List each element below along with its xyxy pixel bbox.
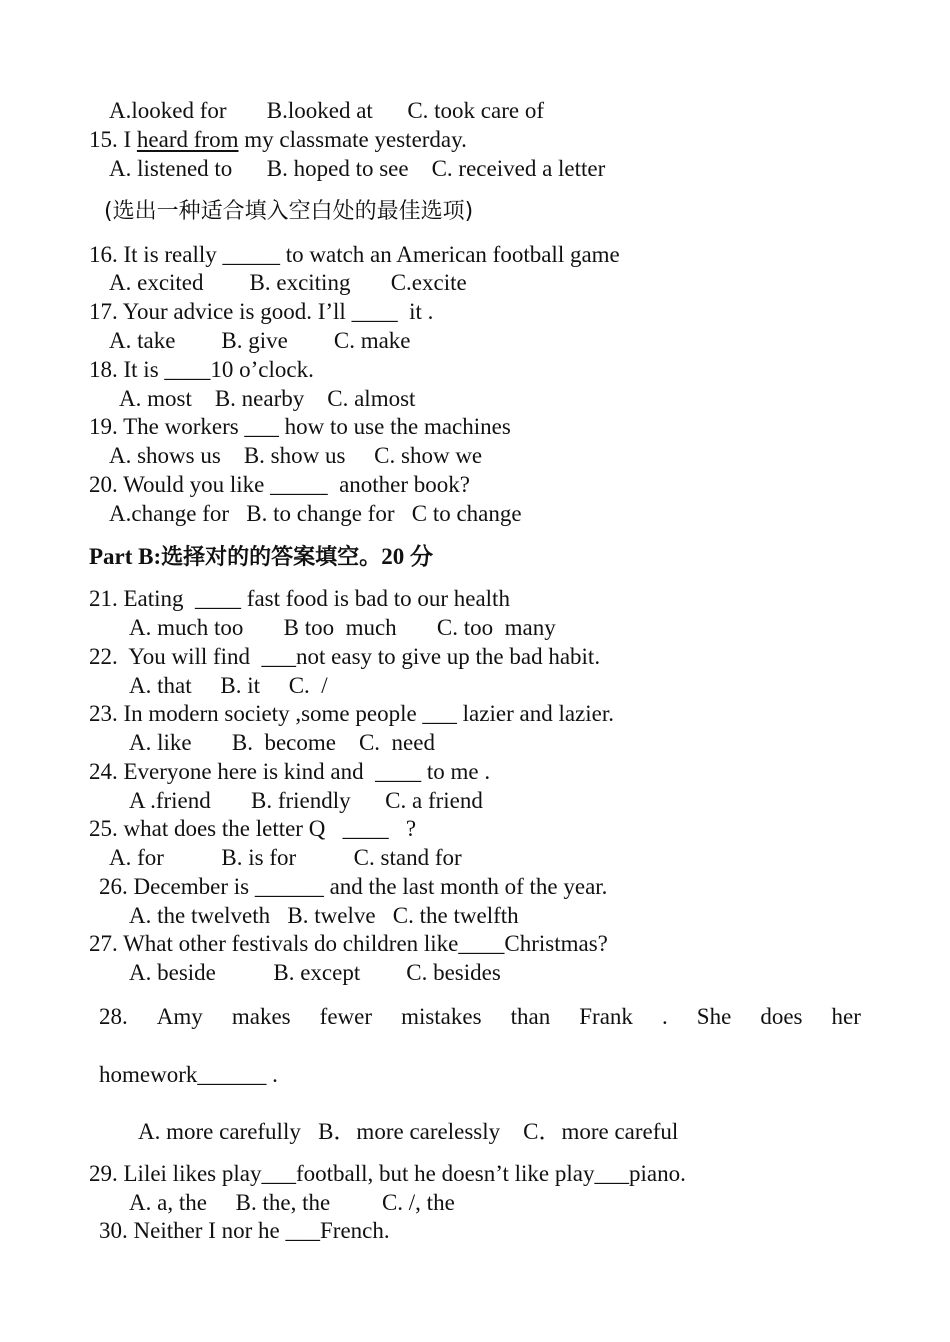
q28-word: 28. bbox=[99, 1004, 128, 1029]
question-28-options: A. more carefully B．more carelessly C．more careful bbox=[138, 1119, 679, 1144]
question-24-stem: 24. Everyone here is kind and ____ to me . bbox=[89, 759, 491, 784]
question-28-stem-line2: homework______ . bbox=[99, 1062, 278, 1087]
question-24-options: A .friend B. friendly C. a friend bbox=[129, 788, 483, 813]
q28-word: makes bbox=[231, 1004, 291, 1029]
question-14-options: A.looked for B.looked at C. took care of bbox=[109, 98, 544, 123]
q28-word: mistakes bbox=[401, 1004, 482, 1029]
part-b-score: 20 分 bbox=[381, 544, 433, 569]
question-17-options: A. take B. give C. make bbox=[109, 328, 411, 353]
question-20-options: A.change for B. to change for C to change bbox=[109, 501, 522, 526]
part-b-label: Part B: bbox=[89, 544, 162, 569]
q15-post: my classmate yesterday. bbox=[238, 127, 467, 152]
question-29-options: A. a, the B. the, the C. /, the bbox=[129, 1190, 455, 1215]
q28-word: . bbox=[661, 1004, 668, 1029]
question-26-options: A. the twelveth B. twelve C. the twelfth bbox=[129, 903, 519, 928]
question-18-options: A. most B. nearby C. almost bbox=[119, 386, 416, 411]
question-22-options: A. that B. it C. / bbox=[129, 673, 328, 698]
question-16-options: A. excited B. exciting C.excite bbox=[109, 270, 467, 295]
question-23-options: A. like B. become C. need bbox=[129, 730, 435, 755]
question-22-stem: 22. You will find ___not easy to give up the bad habit. bbox=[89, 644, 601, 669]
question-23-stem: 23. In modern society ,some people ___ lazier and lazier. bbox=[89, 701, 614, 726]
q15-pre: 15. I bbox=[89, 127, 137, 152]
question-29-stem: 29. Lilei likes play___football, but he doesn’t like play___piano. bbox=[89, 1161, 686, 1186]
question-25-options: A. for B. is for C. stand for bbox=[109, 845, 462, 870]
question-15-stem bbox=[89, 126, 467, 154]
question-19-options: A. shows us B. show us C. show we bbox=[109, 443, 483, 468]
question-20-stem: 20. Would you like _____ another book? bbox=[89, 472, 471, 497]
q28-word: Amy bbox=[156, 1004, 203, 1029]
question-27-options: A. beside B. except C. besides bbox=[129, 960, 501, 985]
q15-underlined-phrase: heard from bbox=[136, 127, 239, 152]
q28-word: does bbox=[760, 1004, 803, 1029]
part-b-heading bbox=[89, 543, 433, 572]
question-18-stem: 18. It is ____10 o’clock. bbox=[89, 357, 314, 382]
question-28-stem-line1 bbox=[99, 1003, 861, 1031]
instruction-text: (选出一种适合填入空白处的最佳选项) bbox=[104, 199, 474, 224]
q28-word: Frank bbox=[579, 1004, 633, 1029]
part-b-text: 选择对的的答案填空。 bbox=[161, 545, 382, 570]
question-30-stem: 30. Neither I nor he ___French. bbox=[99, 1218, 390, 1243]
question-19-stem: 19. The workers ___ how to use the machines bbox=[89, 414, 511, 439]
question-25-stem: 25. what does the letter Q ____ ? bbox=[89, 816, 417, 841]
q28-word: than bbox=[510, 1004, 551, 1029]
question-27-stem: 27. What other festivals do children like____Christmas? bbox=[89, 931, 608, 956]
question-26-stem: 26. December is ______ and the last month of the year. bbox=[99, 874, 608, 899]
q28-word: fewer bbox=[319, 1004, 373, 1029]
question-21-stem: 21. Eating ____ fast food is bad to our health bbox=[89, 586, 510, 611]
q28-word: She bbox=[696, 1004, 732, 1029]
question-16-stem: 16. It is really _____ to watch an American football game bbox=[89, 242, 620, 267]
question-21-options: A. much too B too much C. too many bbox=[129, 615, 556, 640]
question-17-stem: 17. Your advice is good. I’ll ____ it . bbox=[89, 299, 434, 324]
q28-word: her bbox=[831, 1004, 861, 1029]
question-15-options: A. listened to B. hoped to see C. received a letter bbox=[109, 156, 606, 181]
